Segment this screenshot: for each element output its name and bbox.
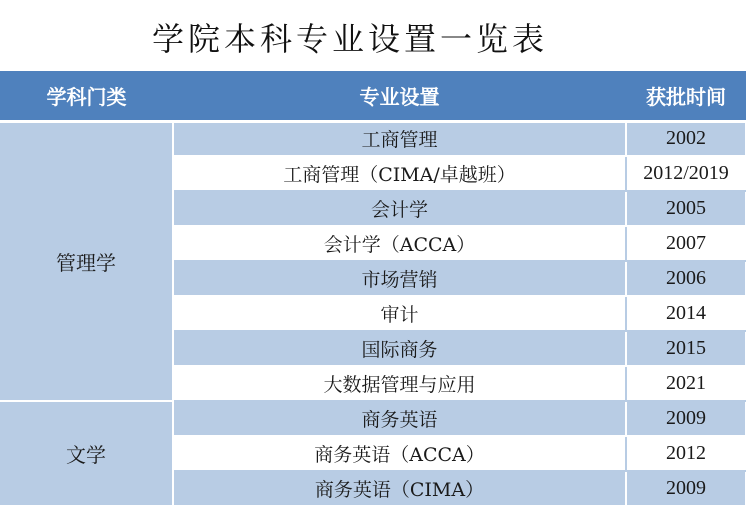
major-cell: 商务英语（CIMA） — [173, 471, 626, 506]
page-title: 学院本科专业设置一览表 — [151, 20, 548, 58]
year-cell: 2015 — [626, 331, 746, 366]
year-cell: 2021 — [626, 366, 746, 401]
table-row — [0, 121, 746, 156]
category-cell: 管理学 — [0, 121, 173, 401]
year-cell: 2006 — [626, 261, 746, 296]
year-cell: 2012/2019 — [626, 156, 746, 191]
year-cell: 2014 — [626, 296, 746, 331]
year-cell: 2007 — [626, 226, 746, 261]
major-cell: 市场营销 — [173, 261, 626, 296]
major-cell: 会计学 — [173, 191, 626, 226]
major-cell: 商务英语（ACCA） — [173, 436, 626, 471]
major-cell: 会计学（ACCA） — [173, 226, 626, 261]
major-cell: 工商管理（CIMA/卓越班） — [173, 156, 626, 191]
year-cell: 2002 — [626, 121, 746, 156]
major-cell: 工商管理 — [173, 121, 626, 156]
category-cell: 文学 — [0, 401, 173, 506]
major-cell: 商务英语 — [173, 401, 626, 436]
header-category: 学科门类 — [0, 71, 173, 121]
major-table — [0, 71, 746, 507]
year-cell: 2012 — [626, 436, 746, 471]
major-cell: 审计 — [173, 296, 626, 331]
year-cell: 2005 — [626, 191, 746, 226]
table-row — [0, 401, 746, 436]
header-major: 专业设置 — [173, 71, 626, 121]
major-cell: 大数据管理与应用 — [173, 366, 626, 401]
year-cell: 2009 — [626, 401, 746, 436]
table-header-row — [0, 71, 746, 121]
major-cell: 国际商务 — [173, 331, 626, 366]
header-approval-time: 获批时间 — [626, 71, 746, 121]
year-cell: 2009 — [626, 471, 746, 506]
